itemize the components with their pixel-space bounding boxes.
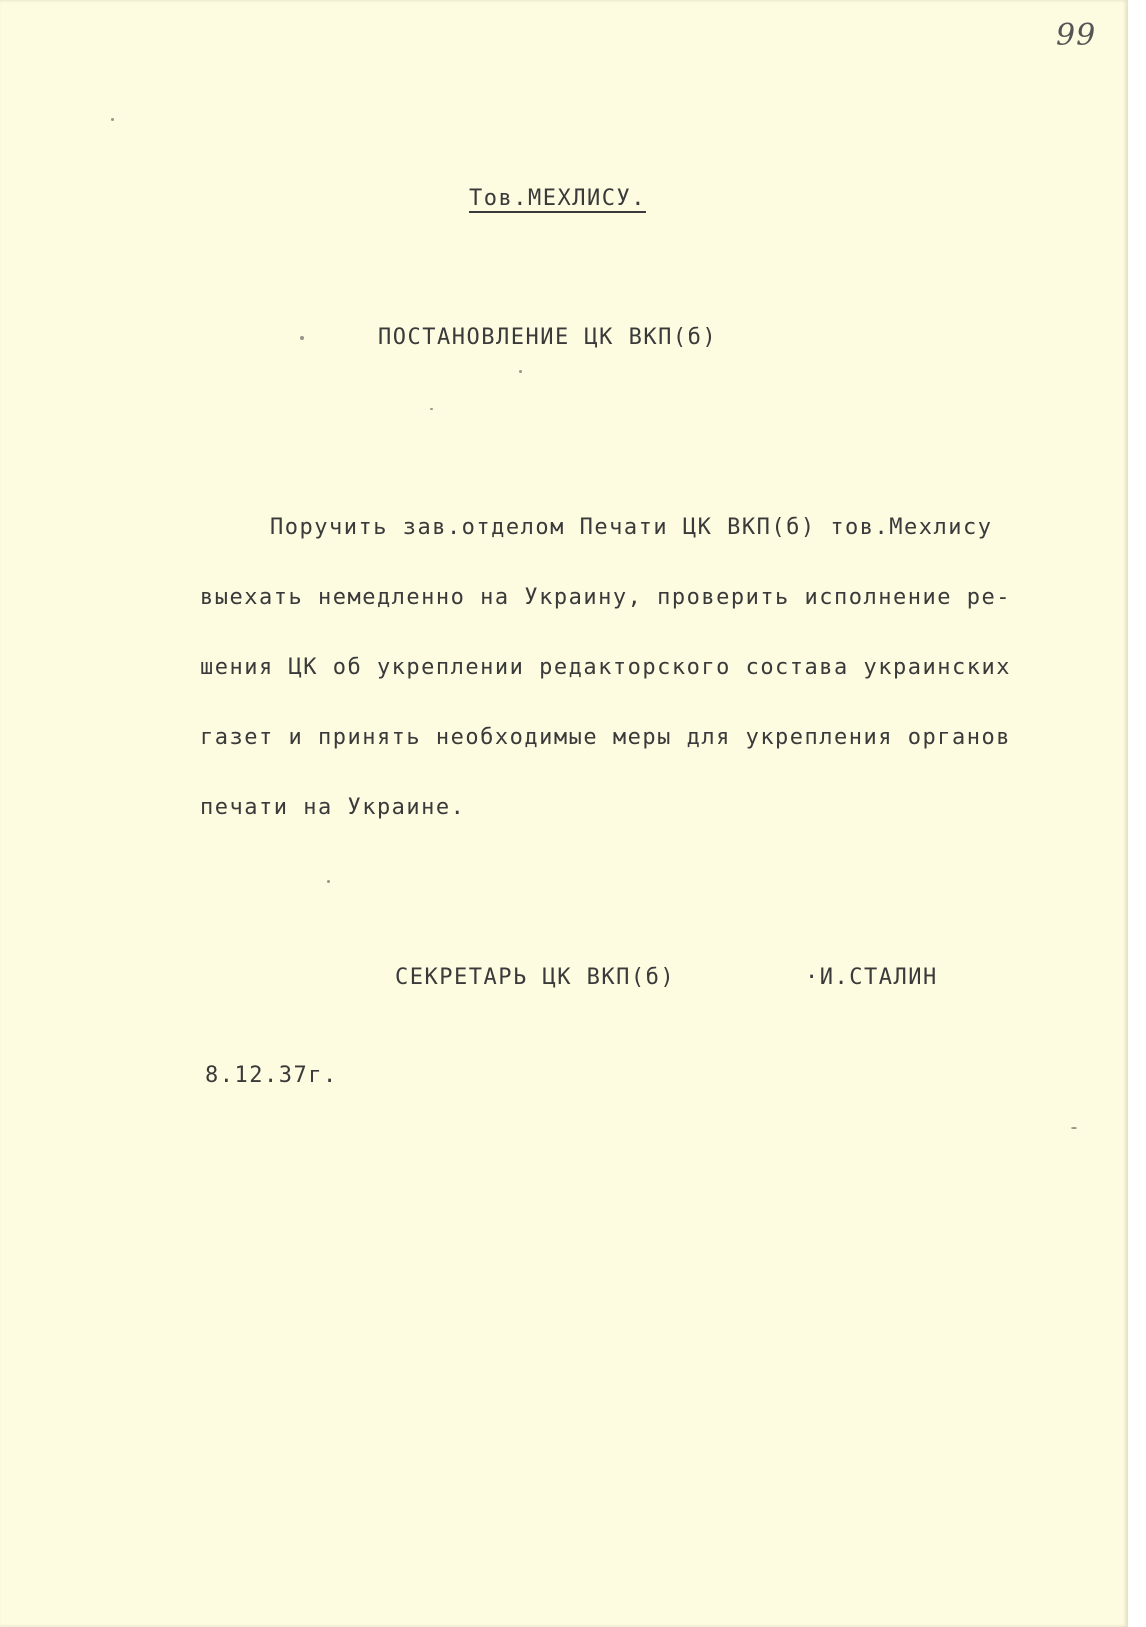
paper-speck bbox=[430, 408, 433, 410]
signatory-name: ·И.СТАЛИН bbox=[805, 965, 938, 990]
paper-speck bbox=[519, 370, 522, 373]
signatory-title: СЕКРЕТАРЬ ЦК ВКП(б) bbox=[395, 965, 676, 990]
paper-speck bbox=[111, 118, 114, 121]
body-line: выехать немедленно на Украину, проверить исполнение ре- bbox=[200, 585, 1011, 610]
body-line: печати на Украине. bbox=[200, 795, 466, 820]
addressee: Тов.МЕХЛИСУ. bbox=[469, 186, 646, 211]
paper-speck bbox=[300, 336, 304, 340]
paper-edge bbox=[1126, 0, 1128, 1627]
document-date: 8.12.37г. bbox=[205, 1063, 338, 1088]
body-line: газет и принять необходимые меры для укрепления органов bbox=[200, 725, 1011, 750]
paper-speck bbox=[327, 880, 330, 883]
body-line: Поручить зав.отделом Печати ЦК ВКП(б) тов.Мехлису bbox=[270, 515, 993, 540]
document-title: ПОСТАНОВЛЕНИЕ ЦК ВКП(б) bbox=[378, 325, 718, 350]
page-number: 99 bbox=[1056, 18, 1097, 53]
paper-speck bbox=[1071, 1127, 1077, 1129]
body-line: шения ЦК об укреплении редакторского состава украинских bbox=[200, 655, 1011, 680]
